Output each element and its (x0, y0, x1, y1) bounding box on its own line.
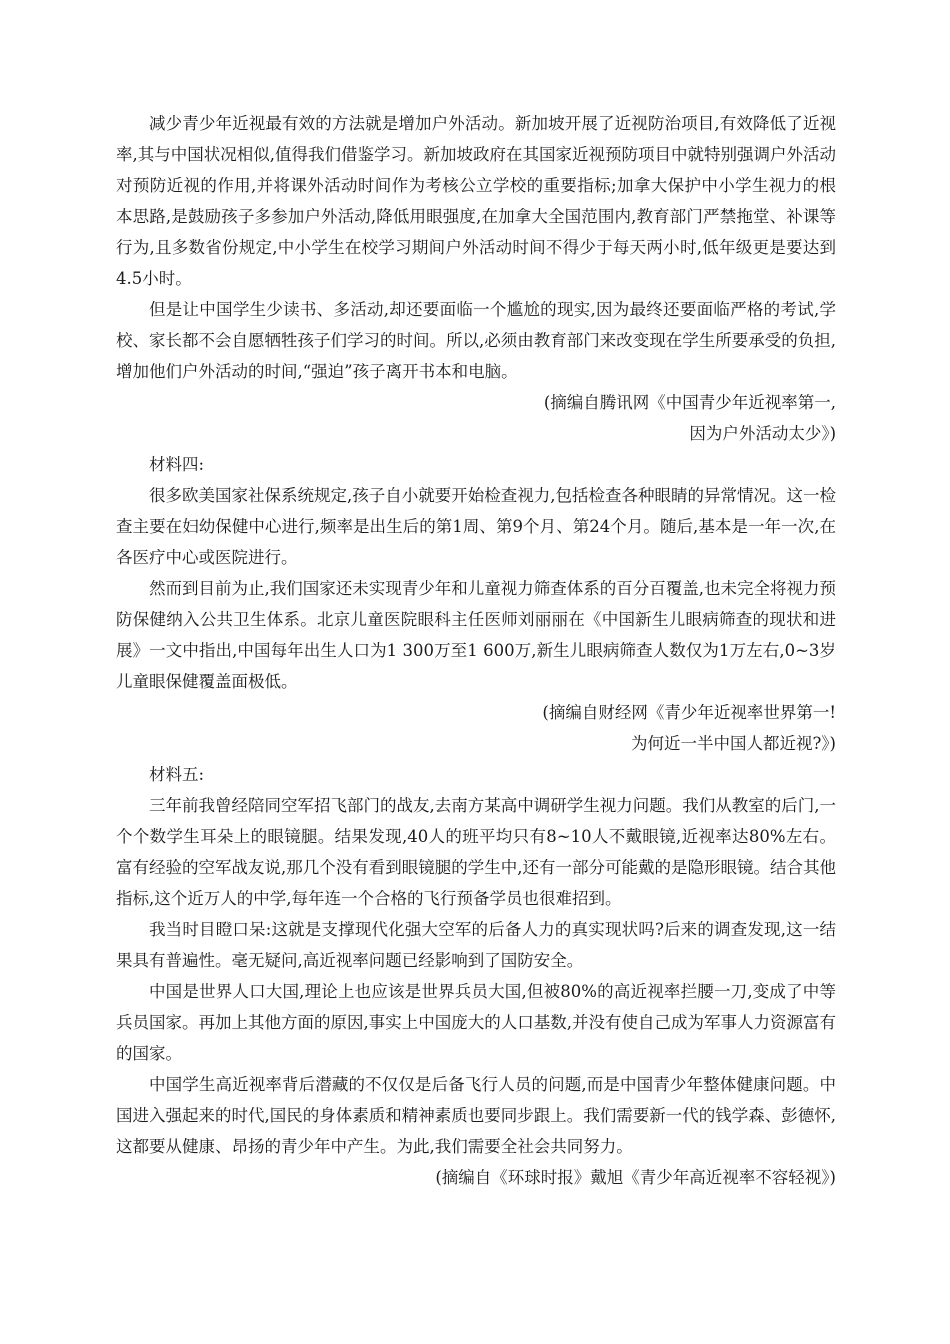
paragraph-exam-pressure: 但是让中国学生少读书、多活动,却还要面临一个尴尬的现实,因为最终还要面临严格的考试,学校、家长都不会自愿牺牲孩子们学习的时间。所以,必须由教育部门来改变现在学生所要承受的负担,增加他们户外活动的时间,“强迫”孩子离开书本和电脑。 (116, 300, 836, 381)
paragraph-national-security: 我当时目瞪口呆:这就是支撑现代化强大空军的后备人力的真实现状吗?后来的调查发现,这一结果具有普遍性。毫无疑问,高近视率问题已经影响到了国防安全。 (116, 920, 836, 970)
paragraph-manpower: 中国是世界人口大国,理论上也应该是世界兵员大国,但被80%的高近视率拦腰一刀,变成了中等兵员国家。再加上其他方面的原因,事实上中国庞大的人口基数,并没有使自己成为军事人力资源富有的国家。 (116, 982, 836, 1063)
citation-tencent-line2: 因为户外活动太少》) (689, 424, 836, 443)
citation-global-times: (摘编自《环球时报》戴旭《青少年高近视率不容轻视》) (435, 1168, 836, 1187)
document-page (116, 108, 836, 1193)
paragraph-youth-health: 中国学生高近视率背后潜藏的不仅仅是后备飞行人员的问题,而是中国青少年整体健康问题。中国进入强起来的时代,国民的身体素质和精神素质也要同步跟上。我们需要新一代的钱学森、彭德怀,这都要从健康、昂扬的青少年中产生。为此,我们需要全社会共同努力。 (116, 1075, 836, 1156)
paragraph-outdoor-activity: 减少青少年近视最有效的方法就是增加户外活动。新加坡开展了近视防治项目,有效降低了近视率,其与中国状况相似,值得我们借鉴学习。新加坡政府在其国家近视预防项目中就特别强调户外活动对预防近视的作用,并将课外活动时间作为考核公立学校的重要指标;加拿大保护中小学生视力的根本思路,是鼓励孩子多参加户外活动,降低用眼强度,在加拿大全国范围内,教育部门严禁拖堂、补课等行为,且多数省份规定,中小学生在校学习期间户外活动时间不得少于每天两小时,低年级更是要达到4.5小时。 (116, 114, 836, 288)
citation-tencent-line1: (摘编自腾讯网《中国青少年近视率第一, (543, 393, 836, 412)
citation-caijing-line2: 为何近一半中国人都近视?》) (630, 734, 836, 753)
paragraph-airforce-survey: 三年前我曾经陪同空军招飞部门的战友,去南方某高中调研学生视力问题。我们从教室的后门,一个个数学生耳朵上的眼镜腿。结果发现,40人的班平均只有8~10人不戴眼镜,近视率达80%左右。富有经验的空军战友说,那几个没有看到眼镜腿的学生中,还有一部分可能戴的是隐形眼镜。结合其他指标,这个近万人的中学,每年连一个合格的飞行预备学员也很难招到。 (116, 796, 836, 908)
paragraph-china-screening: 然而到目前为止,我们国家还未实现青少年和儿童视力筛查体系的百分百覆盖,也未完全将视力预防保健纳入公共卫生体系。北京儿童医院眼科主任医师刘丽丽在《中国新生儿眼病筛查的现状和进展》一文中指出,中国每年出生人口为1 300万至1 600万,新生儿眼病筛查人数仅为1万左右,0~3岁儿童眼保健覆盖面极低。 (116, 579, 836, 691)
paragraph-western-screening: 很多欧美国家社保系统规定,孩子自小就要开始检查视力,包括检查各种眼睛的异常情况。这一检查主要在妇幼保健中心进行,频率是出生后的第1周、第9个月、第24个月。随后,基本是一年一次,在各医疗中心或医院进行。 (116, 486, 836, 567)
material-four-heading: 材料四: (149, 455, 205, 474)
material-five-heading: 材料五: (149, 765, 205, 784)
citation-caijing-line1: (摘编自财经网《青少年近视率世界第一! (542, 703, 836, 722)
